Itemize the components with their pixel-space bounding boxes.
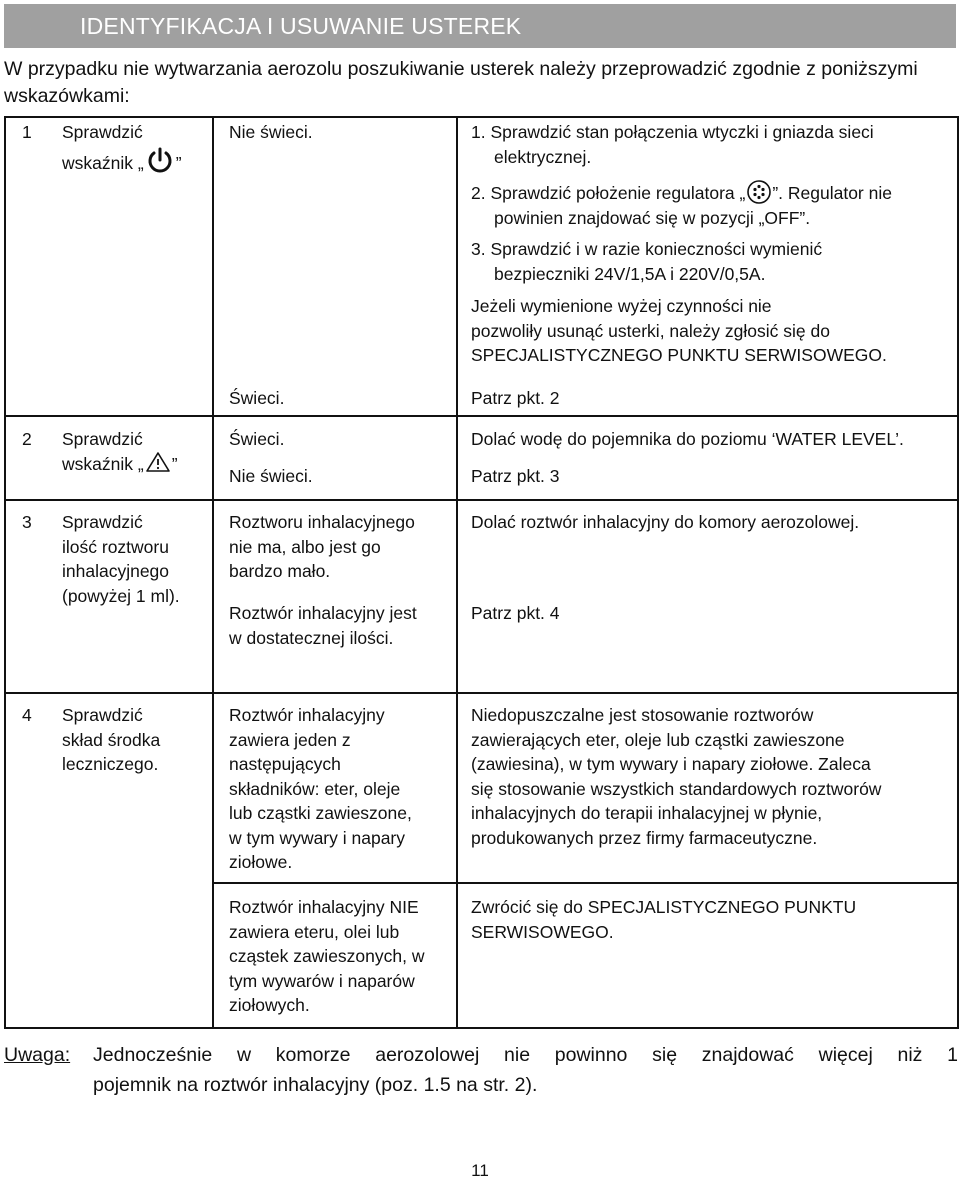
table-border-left bbox=[4, 116, 6, 1029]
row-2-action-1: Dolać wodę do pojemnika do poziomu ‘WATER LEVEL’. bbox=[471, 429, 904, 449]
table-border-top bbox=[4, 116, 959, 118]
regulator-knob-icon bbox=[746, 179, 772, 205]
row-1-step-1: 1. Sprawdzić stan połączenia wtyczki i gniazda sieci elektrycznej. bbox=[471, 122, 874, 167]
row-divider-2 bbox=[4, 499, 959, 501]
row-2-action-2: Patrz pkt. 3 bbox=[471, 466, 560, 486]
row-divider-3 bbox=[4, 692, 959, 694]
warning-triangle-icon bbox=[145, 451, 171, 473]
note-label: Uwaga: bbox=[4, 1044, 71, 1066]
row-1-step-2: 2. Sprawdzić położenie regulatora „ ”. Regulator nie powinien znajdować się w pozycji „OFF”. bbox=[471, 181, 955, 230]
row-1-action-2: Patrz pkt. 2 bbox=[471, 388, 560, 408]
row-3-action-2: Patrz pkt. 4 bbox=[471, 603, 560, 623]
row-1-check: Sprawdzić wskaźnik „ ” bbox=[62, 120, 210, 176]
row-4-check: Sprawdzić skład środka leczniczego. bbox=[62, 705, 161, 774]
table-border-bottom bbox=[4, 1027, 959, 1029]
row-1-number: 1 bbox=[22, 122, 32, 142]
page-number: 11 bbox=[471, 1161, 489, 1180]
intro-text: W przypadku nie wytwarzania aerozolu poszukiwanie usterek należy przeprowadzić zgodnie z poniższymi wskazówkami: bbox=[4, 58, 918, 107]
row-divider-4-inner bbox=[212, 882, 959, 884]
row-4-number: 4 bbox=[22, 705, 32, 725]
row-1-condition-2: Świeci. bbox=[229, 388, 285, 408]
row-2-number: 2 bbox=[22, 429, 32, 449]
row-4-action-2: Zwrócić się do SPECJALISTYCZNEGO PUNKTU SERWISOWEGO. bbox=[471, 897, 857, 942]
row-3-condition-1: Roztworu inhalacyjnego nie ma, albo jest go bardzo mało. bbox=[229, 512, 415, 581]
row-3-condition-2: Roztwór inhalacyjny jest w dostatecznej ilości. bbox=[229, 603, 417, 648]
column-divider-2 bbox=[456, 116, 458, 1029]
row-1-service-note: Jeżeli wymienione wyżej czynności nie pozwoliły usunąć usterki, należy zgłosić się do SPECJALISTYCZNEGO PUNKTU SERWISOWEGO. bbox=[471, 296, 887, 365]
table-border-right bbox=[957, 116, 959, 1029]
row-divider-1 bbox=[4, 415, 959, 417]
power-icon bbox=[145, 146, 175, 176]
row-2-check: Sprawdzić wskaźnik „ ” bbox=[62, 429, 178, 474]
row-3-action-1: Dolać roztwór inhalacyjny do komory aerozolowej. bbox=[471, 512, 860, 532]
note-line-2: pojemnik na roztwór inhalacyjny (poz. 1.5 na str. 2). bbox=[93, 1074, 538, 1096]
row-4-condition-1: Roztwór inhalacyjny zawiera jeden z następujących składników: eter, oleje lub cząstki zawieszone, w tym wywary i napary ziołowe. bbox=[229, 705, 412, 872]
row-2-condition-2: Nie świeci. bbox=[229, 466, 313, 486]
row-1-condition-1: Nie świeci. bbox=[229, 122, 313, 142]
row-1-step-3: 3. Sprawdzić i w razie konieczności wymienić bezpieczniki 24V/1,5A i 220V/0,5A. bbox=[471, 239, 823, 284]
section-title: IDENTYFIKACJA I USUWANIE USTEREK bbox=[80, 13, 522, 39]
row-3-check: Sprawdzić ilość roztworu inhalacyjnego (powyżej 1 ml). bbox=[62, 512, 180, 606]
row-2-condition-1: Świeci. bbox=[229, 429, 285, 449]
section-header bbox=[4, 4, 956, 48]
row-4-action-1: Niedopuszczalne jest stosowanie roztworów zawierających eter, oleje lub cząstki zawieszone (zawiesina), w tym wywary i napary ziołowe. Zaleca się stosowanie wszystkich standardowych roztworów inhalacyjnych do terapii inhalacyjnej w płynie, produkowanych przez firmy farmaceutyczne. bbox=[471, 705, 882, 848]
row-4-condition-2: Roztwór inhalacyjny NIE zawiera eteru, olei lub cząstek zawieszonych, w tym wywarów i naparów ziołowych. bbox=[229, 897, 425, 1015]
row-3-number: 3 bbox=[22, 512, 32, 532]
column-divider-1 bbox=[212, 116, 214, 1029]
note-line-1: Jednocześnie w komorze aerozolowej nie powinno się znajdować więcej niż 1 bbox=[93, 1044, 958, 1066]
